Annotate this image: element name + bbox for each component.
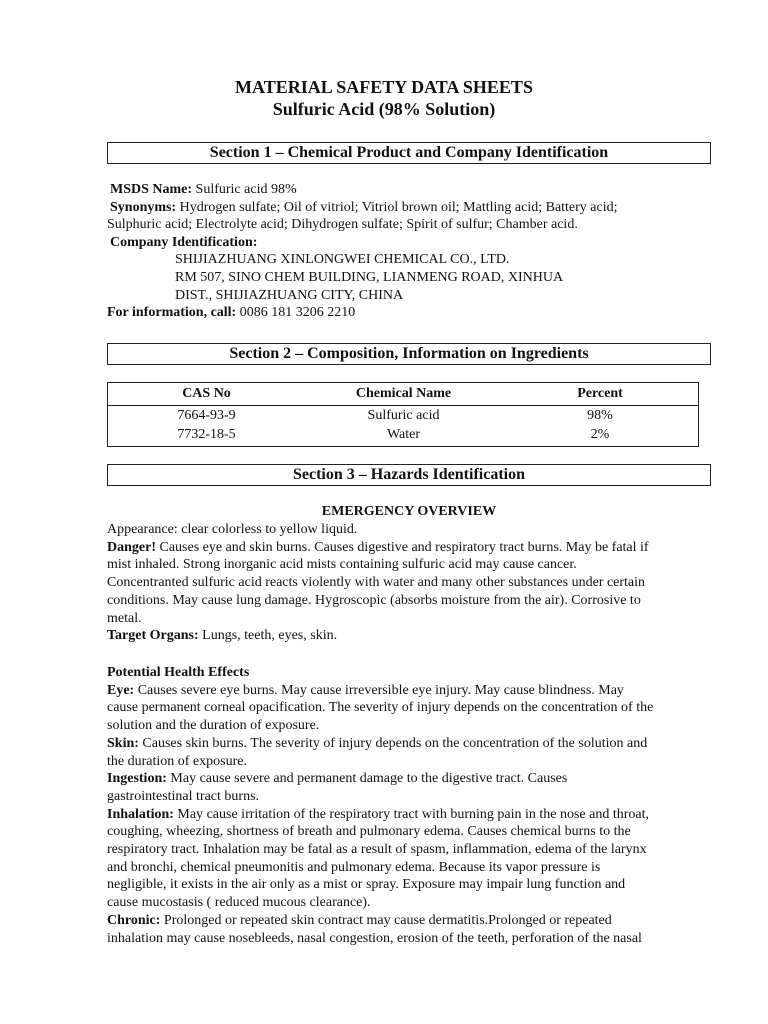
synonyms-text-1: Hydrogen sulfate; Oil of vitriol; Vitriol brown oil; Mattling acid; Battery acid;: [176, 199, 618, 215]
info-line: [107, 304, 717, 322]
appearance-line: Appearance: clear colorless to yellow liquid.: [107, 522, 358, 537]
emergency-overview-heading: EMERGENCY OVERVIEW: [321, 504, 497, 519]
section2-heading: Section 2 – Composition, Information on Ingredients: [107, 343, 711, 365]
inhalation-text-6: cause mucostasis ( reduced mucous clearance).: [107, 895, 371, 911]
ingestion-label: Ingestion:: [107, 771, 167, 787]
danger-label: Danger!: [107, 539, 156, 555]
synonyms-text-2: Sulphuric acid; Electrolyte acid; Dihydrogen sulfate; Spirit of sulfur; Chamber acid.: [107, 217, 578, 233]
eye-text-2: cause permanent corneal opacification. The severity of injury depends on the concentration of the: [107, 700, 654, 716]
ingestion-line: [107, 770, 712, 788]
msds-name-value: Sulfuric acid 98%: [192, 182, 297, 197]
document-title: MATERIAL SAFETY DATA SHEETS: [235, 77, 533, 97]
chemical-cell: Sulfuric acid: [367, 408, 440, 423]
danger-text-2: mist inhaled. Strong inorganic acid mists containing sulfuric acid may cause cancer.: [107, 557, 577, 573]
inhalation-line: [107, 806, 712, 824]
section1-content: [107, 181, 717, 322]
table-header: [108, 383, 698, 406]
inhalation-text-1: May cause irritation of the respiratory tract with burning pain in the nose and throat,: [173, 806, 650, 822]
eye-text-3: solution and the duration of exposure.: [107, 718, 320, 734]
table-row: [108, 407, 698, 426]
danger-text-5: metal.: [107, 610, 142, 626]
info-label: For information, call:: [107, 305, 237, 321]
skin-text-1: Causes skin burns. The severity of injury depends on the concentration of the solution and: [138, 735, 648, 751]
chemical-cell: Water: [386, 426, 421, 442]
skin-text-2: the duration of exposure.: [107, 753, 247, 769]
cas-cell: 7664-93-9: [177, 408, 236, 423]
column-header-chemical: Chemical Name: [355, 386, 452, 401]
chronic-text-1: Prolonged or repeated skin contract may cause dermatitis.Prolonged or repeated: [160, 912, 612, 928]
company-address-1: RM 507, SINO CHEM BUILDING, LIANMENG ROAD, XINHUA: [175, 269, 564, 285]
synonyms-label: Synonyms:: [110, 199, 177, 215]
msds-name-line: [107, 181, 717, 199]
target-organs-label: Target Organs:: [107, 628, 199, 644]
company-address-2: DIST., SHIJIAZHUANG CITY, CHINA: [175, 287, 404, 303]
danger-line: [107, 539, 712, 557]
danger-text-3: Concentranted sulfuric acid reacts violently with water and many other substances under certain: [107, 575, 646, 591]
company-label: Company Identification:: [110, 234, 258, 250]
emergency-overview-text: [107, 521, 712, 645]
skin-label: Skin:: [107, 735, 139, 751]
health-effects: [107, 664, 712, 947]
cas-cell: 7732-18-5: [177, 426, 236, 442]
danger-text-4: conditions. May cause lung damage. Hygroscopic (absorbs moisture from the air). Corrosive to: [107, 592, 641, 608]
ingestion-text-1: May cause severe and permanent damage to the digestive tract. Causes: [166, 771, 568, 787]
danger-text-1: Causes eye and skin burns. Causes digestive and respiratory tract burns. May be fatal if: [156, 539, 649, 555]
eye-label: Eye:: [107, 682, 135, 698]
skin-line: [107, 735, 712, 753]
column-header-cas: CAS No: [182, 386, 231, 401]
percent-cell: 98%: [587, 408, 613, 423]
target-organs-value: Lungs, teeth, eyes, skin.: [198, 628, 338, 644]
percent-cell: 2%: [590, 426, 610, 442]
eye-text-1: Causes severe eye burns. May cause irreversible eye injury. May cause blindness. May: [134, 682, 624, 698]
chronic-label: Chronic:: [107, 912, 161, 928]
eye-line: [107, 682, 712, 700]
ingestion-text-2: gastrointestinal tract burns.: [107, 788, 260, 804]
inhalation-label: Inhalation:: [107, 806, 174, 822]
company-name: SHIJIAZHUANG XINLONGWEI CHEMICAL CO., LTD.: [175, 252, 510, 268]
info-phone: 0086 181 3206 2210: [236, 305, 356, 321]
document-subtitle: Sulfuric Acid (98% Solution): [272, 99, 496, 119]
synonyms-line: [107, 199, 717, 217]
inhalation-text-5: negligible, it exists in the air only as a mist or spray. Exposure may impair lung function and: [107, 877, 626, 893]
inhalation-text-3: respiratory tract. Inhalation may be fatal as a result of spasm, inflammation, edema of the larynx: [107, 842, 647, 858]
target-organs-line: [107, 627, 712, 645]
inhalation-text-2: coughing, wheezing, shortness of breath and pulmonary edema. Causes chemical burns to the: [107, 824, 631, 840]
msds-name-label: MSDS Name:: [110, 182, 193, 197]
table-row: [108, 426, 698, 445]
section1-heading: Section 1 – Chemical Product and Company Identification: [107, 142, 711, 164]
inhalation-text-4: and bronchi, chemical pneumonitis and pulmonary edema. Because its vapor pressure is: [107, 859, 601, 875]
health-effects-heading: Potential Health Effects: [107, 665, 250, 680]
ingredients-table: [107, 382, 699, 447]
chronic-text-2: inhalation may cause nosebleeds, nasal congestion, erosion of the teeth, perforation of the nasal: [107, 930, 642, 946]
section3-heading: Section 3 – Hazards Identification: [107, 464, 711, 486]
chronic-line: [107, 912, 712, 930]
column-header-percent: Percent: [577, 386, 623, 401]
